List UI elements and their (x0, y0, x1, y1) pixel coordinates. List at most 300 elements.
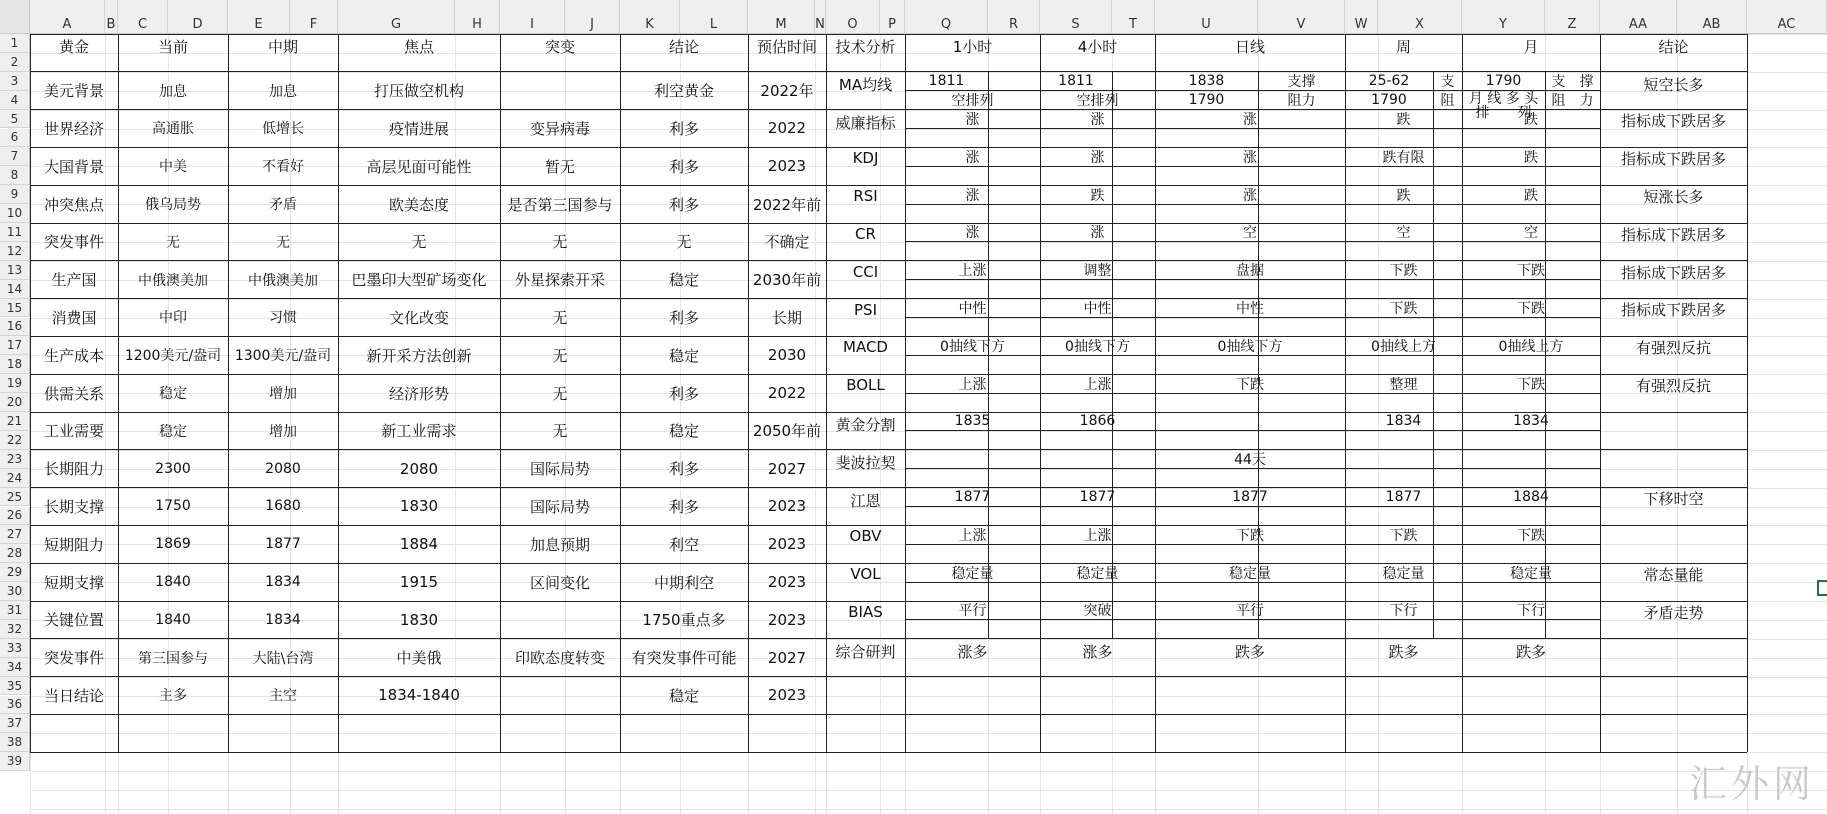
row-header[interactable]: 3 (0, 72, 30, 91)
ma-day-top-tag[interactable]: 支撑 (1287, 74, 1316, 91)
indicator-4h[interactable] (1040, 450, 1155, 469)
left-table-cell[interactable]: 加息 (269, 83, 297, 100)
row-header[interactable]: 37 (0, 714, 30, 733)
left-header-cell[interactable]: 结论 (668, 38, 699, 56)
left-table-cell[interactable]: 加息 (159, 83, 187, 100)
left-table-cell[interactable]: 1750重点多 (642, 611, 726, 630)
row-header[interactable]: 27 (0, 525, 30, 544)
indicator-4h[interactable]: 稳定量 (1076, 565, 1119, 582)
row-header[interactable]: 31 (0, 601, 30, 620)
left-table-cell[interactable]: 冲突焦点 (43, 195, 104, 214)
right-header-cell[interactable]: 周 (1395, 38, 1411, 56)
indicator-label[interactable]: 黄金分割 (835, 416, 896, 434)
ma-conclusion[interactable]: 短空长多 (1643, 75, 1704, 94)
row-header[interactable]: 30 (0, 582, 30, 601)
left-table-cell[interactable]: 不确定 (764, 233, 810, 252)
left-table-cell[interactable]: 第三国参与 (138, 650, 208, 667)
column-header[interactable]: A (30, 0, 105, 34)
row-header[interactable]: 11 (0, 223, 30, 242)
indicator-month[interactable]: 0抽线上方 (1498, 338, 1564, 355)
ma-month-bottom-tag[interactable]: 阻 力 (1551, 93, 1594, 110)
left-table-cell[interactable]: 增加 (269, 423, 297, 440)
indicator-1h[interactable]: 上涨 (958, 376, 987, 393)
left-header-cell[interactable]: 预估时间 (756, 38, 817, 56)
indicator-label[interactable]: 斐波拉契 (835, 453, 896, 472)
indicator-conclusion[interactable]: 指标成下跌居多 (1620, 150, 1726, 169)
indicator-day[interactable]: 下跌 (1236, 376, 1264, 393)
indicator-1h[interactable]: 涨 (965, 112, 980, 129)
left-header-cell[interactable]: 焦点 (403, 38, 434, 56)
indicator-conclusion[interactable]: 有强烈反抗 (1635, 339, 1711, 358)
left-table-cell[interactable]: 2080 (265, 460, 301, 477)
left-table-cell[interactable]: 1834 (265, 611, 301, 628)
left-table-cell[interactable]: 无 (552, 422, 568, 441)
summary-1h[interactable]: 涨多 (957, 642, 988, 661)
indicator-1h[interactable]: 稳定量 (951, 565, 994, 582)
left-table-cell[interactable]: 无 (166, 234, 180, 251)
left-table-cell[interactable]: 大国背景 (43, 157, 104, 176)
indicator-day[interactable]: 44天 (1234, 452, 1266, 469)
indicator-month[interactable]: 跌 (1524, 112, 1538, 129)
indicator-week[interactable]: 下跌 (1389, 263, 1418, 280)
ma-h1-top[interactable]: 1811 (928, 73, 965, 90)
left-table-cell[interactable]: 2300 (155, 460, 191, 477)
indicator-1h[interactable] (905, 450, 1040, 469)
left-header-cell[interactable]: 中期 (267, 38, 298, 56)
indicator-week[interactable]: 跌 (1396, 187, 1411, 204)
indicator-label[interactable]: RSI (853, 187, 878, 206)
indicator-conclusion[interactable]: 指标成下跌居多 (1620, 112, 1726, 131)
left-table-cell[interactable]: 生产成本 (43, 346, 104, 365)
left-table-cell[interactable]: 巴墨印大型矿场变化 (351, 271, 487, 290)
left-table-cell[interactable]: 矛盾 (269, 197, 297, 214)
left-table-cell[interactable]: 稳定 (668, 346, 699, 365)
indicator-month[interactable]: 跌 (1524, 187, 1538, 204)
indicator-month[interactable]: 下跌 (1517, 263, 1545, 280)
left-table-cell[interactable]: 2023 (767, 573, 807, 592)
left-table-cell[interactable]: 无 (676, 233, 692, 252)
row-header[interactable]: 35 (0, 677, 30, 696)
left-table-cell[interactable]: 1830 (399, 497, 439, 516)
left-table-cell[interactable]: 中期利空 (653, 573, 714, 592)
indicator-day[interactable]: 涨 (1243, 187, 1257, 204)
row-header[interactable]: 33 (0, 639, 30, 658)
left-table-cell[interactable]: 1884 (399, 535, 439, 554)
left-table-cell[interactable]: 利多 (668, 384, 699, 403)
row-header[interactable]: 7 (0, 147, 30, 166)
left-table-cell[interactable]: 稳定 (159, 386, 187, 403)
left-table-cell[interactable]: 稳定 (668, 686, 699, 705)
left-table-cell[interactable]: 2027 (767, 459, 807, 478)
left-table-cell[interactable]: 突发事件 (43, 233, 104, 252)
left-table-cell[interactable]: 世界经济 (43, 119, 104, 138)
left-table-cell[interactable]: 无 (552, 233, 568, 252)
indicator-month[interactable] (1462, 450, 1600, 469)
indicator-1h[interactable]: 0抽线下方 (940, 338, 1005, 355)
row-header[interactable]: 34 (0, 658, 30, 677)
left-table-cell[interactable]: 无 (552, 384, 568, 403)
ma-week-top-tag[interactable]: 支 (1440, 74, 1455, 91)
indicator-1h[interactable]: 上涨 (958, 263, 987, 280)
row-header[interactable]: 17 (0, 336, 30, 355)
column-header[interactable]: Z (1545, 0, 1600, 34)
right-header-cell[interactable]: 月 (1523, 38, 1539, 56)
left-table-cell[interactable]: 1830 (399, 610, 439, 629)
column-header[interactable]: S (1040, 0, 1112, 34)
left-table-cell[interactable] (500, 677, 620, 715)
left-table-cell[interactable]: 稳定 (668, 422, 699, 441)
right-header-cell[interactable]: 4小时 (1077, 38, 1118, 56)
indicator-4h[interactable]: 上涨 (1083, 527, 1112, 544)
left-table-cell[interactable]: 1869 (155, 536, 191, 553)
left-table-cell[interactable]: 新工业需求 (381, 422, 457, 441)
left-table-cell[interactable]: 1200美元/盎司 (124, 348, 222, 365)
left-table-cell[interactable]: 国际局势 (529, 460, 590, 479)
left-table-cell[interactable]: 高层见面可能性 (366, 157, 472, 176)
indicator-label[interactable]: BIAS (848, 603, 883, 621)
row-header[interactable]: 20 (0, 393, 30, 412)
right-header-cell[interactable]: 结论 (1658, 38, 1689, 56)
row-header[interactable]: 5 (0, 110, 30, 129)
indicator-week[interactable]: 跌有限 (1382, 149, 1425, 166)
summary-4h[interactable]: 涨多 (1082, 642, 1113, 661)
left-table-cell[interactable]: 国际局势 (529, 497, 590, 516)
row-header[interactable]: 25 (0, 488, 30, 507)
left-table-cell[interactable]: 2023 (767, 497, 807, 516)
indicator-week[interactable]: 空 (1396, 225, 1411, 242)
left-table-cell[interactable]: 利多 (668, 157, 699, 176)
indicator-conclusion[interactable]: 常态量能 (1643, 566, 1704, 585)
left-table-cell[interactable]: 区间变化 (529, 573, 590, 592)
column-header[interactable]: P (880, 0, 905, 34)
right-header-cell[interactable]: 技术分析 (835, 38, 896, 56)
row-header[interactable]: 19 (0, 374, 30, 393)
indicator-conclusion[interactable] (1600, 525, 1747, 548)
indicator-week[interactable]: 跌 (1396, 112, 1411, 129)
indicator-1h[interactable]: 1877 (954, 489, 991, 506)
right-header-cell[interactable]: 日线 (1234, 38, 1265, 56)
row-header[interactable]: 39 (0, 752, 30, 771)
left-table-cell[interactable]: 2022年前 (752, 195, 822, 214)
indicator-conclusion[interactable]: 有强烈反抗 (1635, 377, 1711, 396)
indicator-day[interactable]: 下跌 (1236, 527, 1264, 544)
left-table-cell[interactable]: 2027 (767, 648, 807, 667)
left-table-cell[interactable]: 利空 (668, 535, 699, 554)
left-table-cell[interactable]: 生产国 (51, 271, 97, 290)
indicator-label[interactable]: 威廉指标 (835, 113, 896, 132)
left-table-cell[interactable]: 2022 (767, 119, 807, 138)
left-table-cell[interactable]: 工业需要 (43, 422, 104, 441)
row-header[interactable]: 38 (0, 733, 30, 752)
indicator-4h[interactable]: 涨 (1090, 225, 1105, 242)
left-table-cell[interactable]: 有突发事件可能 (631, 649, 737, 668)
left-header-cell[interactable]: 突变 (544, 38, 575, 56)
indicator-4h[interactable]: 1866 (1079, 413, 1116, 430)
indicator-4h[interactable]: 跌 (1090, 187, 1105, 204)
indicator-week[interactable]: 整理 (1389, 376, 1418, 393)
row-header[interactable]: 10 (0, 204, 30, 223)
left-table-cell[interactable]: 欧美态度 (388, 195, 449, 214)
indicator-1h[interactable]: 1835 (954, 413, 991, 430)
indicator-1h[interactable]: 上涨 (958, 527, 987, 544)
left-table-cell[interactable]: 突发事件 (43, 649, 104, 668)
summary-label[interactable]: 综合研判 (835, 642, 896, 661)
indicator-month[interactable]: 空 (1524, 225, 1538, 242)
left-table-cell[interactable]: 2022 (767, 384, 807, 403)
indicator-label[interactable]: OBV (849, 527, 882, 546)
indicator-conclusion[interactable] (1600, 412, 1747, 435)
column-header[interactable]: K (620, 0, 680, 34)
indicator-label[interactable]: MACD (843, 338, 888, 357)
indicator-label[interactable]: KDJ (852, 149, 879, 168)
left-table-cell[interactable]: 主空 (269, 688, 297, 705)
column-header[interactable]: J (565, 0, 620, 34)
column-header[interactable]: D (168, 0, 228, 34)
indicator-label[interactable]: 江恩 (850, 491, 881, 510)
ma-month-top[interactable]: 1790 (1485, 73, 1522, 90)
column-header[interactable]: C (118, 0, 168, 34)
row-header[interactable]: 22 (0, 431, 30, 450)
row-header[interactable]: 12 (0, 242, 30, 261)
row-header[interactable]: 18 (0, 355, 30, 374)
indicator-label[interactable]: BOLL (846, 376, 885, 395)
ma-day-bottom-tag[interactable]: 阻力 (1287, 93, 1316, 110)
left-table-cell[interactable]: 习惯 (269, 310, 297, 327)
indicator-week[interactable]: 下跌 (1389, 301, 1418, 318)
column-header[interactable]: Y (1462, 0, 1545, 34)
indicator-week[interactable]: 下行 (1389, 603, 1418, 620)
column-header[interactable]: W (1345, 0, 1378, 34)
row-header[interactable]: 14 (0, 280, 30, 299)
left-table-cell[interactable]: 疫情进展 (388, 119, 449, 138)
indicator-day[interactable]: 涨 (1243, 149, 1257, 166)
left-table-cell[interactable]: 1834-1840 (378, 686, 460, 705)
column-header[interactable]: M (748, 0, 815, 34)
left-table-cell[interactable]: 主多 (159, 688, 187, 705)
column-header[interactable]: U (1155, 0, 1258, 34)
indicator-1h[interactable]: 中性 (958, 301, 987, 318)
left-table-cell[interactable]: 变异病毒 (529, 119, 590, 138)
indicator-day[interactable]: 盘据 (1236, 263, 1264, 280)
column-header[interactable]: AC (1747, 0, 1827, 34)
indicator-4h[interactable]: 涨 (1090, 112, 1105, 129)
left-table-cell[interactable]: 低增长 (262, 121, 304, 138)
left-table-cell[interactable]: 俄乌局势 (145, 197, 201, 214)
left-table-cell[interactable]: 长期阻力 (43, 460, 104, 479)
left-table-cell[interactable]: 新开采方法创新 (366, 346, 472, 365)
left-table-cell[interactable]: 关键位置 (43, 611, 104, 630)
row-header[interactable]: 6 (0, 129, 30, 148)
left-table-cell[interactable]: 2080 (399, 459, 439, 478)
left-table-cell[interactable]: 无 (552, 346, 568, 365)
indicator-month[interactable]: 下跌 (1517, 301, 1545, 318)
row-header[interactable]: 24 (0, 469, 30, 488)
left-table-cell[interactable]: 中俄澳美加 (248, 272, 318, 289)
ma-day-bottom[interactable]: 1790 (1188, 92, 1225, 109)
indicator-1h[interactable]: 涨 (965, 225, 980, 242)
ma-week-bottom-tag[interactable]: 阻 (1440, 93, 1455, 110)
row-header[interactable]: 29 (0, 563, 30, 582)
left-table-cell[interactable]: 中印 (159, 310, 187, 327)
column-header[interactable]: V (1258, 0, 1345, 34)
left-table-cell[interactable]: 文化改变 (388, 308, 449, 327)
left-table-cell[interactable]: 利多 (668, 308, 699, 327)
row-header[interactable]: 26 (0, 507, 30, 526)
row-header[interactable]: 8 (0, 166, 30, 185)
ma-h4-bottom[interactable]: 空排列 (1076, 93, 1119, 110)
column-header[interactable]: F (290, 0, 338, 34)
left-table-cell[interactable]: 长期 (771, 308, 802, 327)
indicator-conclusion[interactable]: 指标成下跌居多 (1620, 225, 1726, 244)
indicator-conclusion[interactable]: 短涨长多 (1643, 188, 1704, 207)
left-table-cell[interactable]: 2030年前 (752, 271, 822, 290)
indicator-week[interactable]: 稳定量 (1382, 565, 1425, 582)
left-table-cell[interactable] (500, 72, 620, 110)
left-table-cell[interactable]: 2023 (767, 535, 807, 554)
left-header-cell[interactable]: 当前 (157, 38, 188, 56)
column-header[interactable]: H (455, 0, 500, 34)
indicator-day[interactable]: 稳定量 (1229, 565, 1271, 582)
indicator-day[interactable]: 空 (1243, 225, 1257, 242)
column-header[interactable]: B (105, 0, 118, 34)
left-table-cell[interactable]: 高通胀 (152, 121, 194, 138)
left-table-cell[interactable]: 1750 (155, 498, 191, 515)
left-table-cell[interactable]: 1840 (155, 574, 191, 591)
ma-month-top-tag[interactable]: 支 撑 (1551, 74, 1594, 91)
summary-week[interactable]: 跌多 (1388, 642, 1419, 661)
row-header[interactable]: 13 (0, 261, 30, 280)
left-table-cell[interactable]: 长期支撑 (43, 497, 104, 516)
indicator-4h[interactable]: 中性 (1083, 301, 1112, 318)
left-table-cell[interactable]: 增加 (269, 386, 297, 403)
left-table-cell[interactable] (500, 601, 620, 639)
indicator-1h[interactable]: 涨 (965, 149, 980, 166)
left-table-cell[interactable]: 2023 (767, 610, 807, 629)
left-table-cell[interactable]: 消费国 (51, 308, 97, 327)
left-table-cell[interactable]: 1840 (155, 611, 191, 628)
left-table-cell[interactable]: 大陆\台湾 (252, 650, 314, 667)
left-table-cell[interactable]: 1915 (399, 573, 439, 592)
indicator-week[interactable]: 1834 (1385, 413, 1422, 430)
indicator-1h[interactable]: 平行 (958, 603, 987, 620)
column-header[interactable]: O (826, 0, 880, 34)
row-header[interactable]: 1 (0, 34, 30, 53)
left-table-cell[interactable]: 无 (552, 308, 568, 327)
indicator-4h[interactable]: 上涨 (1083, 376, 1112, 393)
left-table-cell[interactable]: 利多 (668, 460, 699, 479)
left-table-cell[interactable]: 是否第三国参与 (507, 195, 613, 214)
indicator-day[interactable]: 平行 (1236, 603, 1264, 620)
indicator-4h[interactable]: 1877 (1079, 489, 1116, 506)
column-header[interactable]: N (815, 0, 826, 34)
left-table-cell[interactable]: 打压做空机构 (373, 82, 464, 101)
indicator-conclusion[interactable]: 指标成下跌居多 (1620, 301, 1726, 320)
select-all-corner[interactable] (0, 0, 30, 34)
indicator-label[interactable]: CCI (852, 262, 879, 281)
left-table-cell[interactable]: 稳定 (668, 271, 699, 290)
left-table-cell[interactable]: 经济形势 (388, 384, 449, 403)
row-header[interactable]: 23 (0, 450, 30, 469)
left-table-cell[interactable]: 1877 (265, 536, 301, 553)
ma-week-top[interactable]: 25-62 (1368, 73, 1410, 90)
left-table-cell[interactable]: 1300美元/盎司 (234, 348, 332, 365)
row-header[interactable]: 16 (0, 318, 30, 337)
left-table-cell[interactable]: 中美俄 (396, 649, 442, 668)
indicator-month[interactable]: 下跌 (1517, 376, 1545, 393)
indicator-1h[interactable]: 涨 (965, 187, 980, 204)
indicator-4h[interactable]: 突破 (1083, 603, 1112, 620)
left-table-cell[interactable]: 外星探索开采 (514, 271, 605, 290)
left-table-cell[interactable]: 利多 (668, 195, 699, 214)
indicator-month[interactable]: 下跌 (1517, 527, 1545, 544)
column-header[interactable]: AB (1677, 0, 1747, 34)
ma-week-bottom[interactable]: 1790 (1371, 92, 1407, 109)
left-table-cell[interactable]: 利多 (668, 119, 699, 138)
left-table-cell[interactable]: 无 (276, 234, 290, 251)
left-table-cell[interactable]: 2023 (767, 686, 807, 705)
indicator-day[interactable] (1155, 412, 1345, 431)
left-table-cell[interactable]: 1680 (265, 498, 301, 515)
row-header[interactable]: 15 (0, 299, 30, 318)
left-table-cell[interactable]: 2050年前 (752, 422, 822, 441)
column-header[interactable]: G (338, 0, 455, 34)
indicator-label[interactable]: CR (855, 225, 876, 243)
row-header[interactable]: 4 (0, 91, 30, 110)
column-header[interactable]: T (1112, 0, 1155, 34)
indicator-day[interactable]: 1877 (1232, 489, 1268, 506)
left-table-cell[interactable]: 无 (411, 233, 427, 252)
left-table-cell[interactable]: 利多 (668, 497, 699, 516)
indicator-day[interactable]: 0抽线下方 (1217, 338, 1283, 355)
left-header-cell[interactable]: 黄金 (58, 38, 89, 56)
ma-h1-bottom[interactable]: 空排列 (951, 93, 994, 110)
row-header[interactable]: 32 (0, 620, 30, 639)
column-header[interactable]: Q (905, 0, 988, 34)
indicator-conclusion[interactable]: 矛盾走势 (1643, 603, 1704, 622)
left-table-cell[interactable]: 2030 (767, 346, 807, 365)
ma-month-bottom-1[interactable]: 月 线 多 头 (1468, 90, 1539, 105)
left-table-cell[interactable]: 短期支撑 (43, 573, 104, 592)
column-header[interactable]: I (500, 0, 565, 34)
row-header[interactable]: 2 (0, 53, 30, 72)
left-table-cell[interactable]: 暂无 (544, 157, 575, 176)
indicator-4h[interactable]: 0抽线下方 (1065, 338, 1130, 355)
indicator-label[interactable]: VOL (850, 565, 881, 584)
column-header[interactable]: AA (1600, 0, 1677, 34)
column-header[interactable]: E (228, 0, 290, 34)
indicator-month[interactable]: 稳定量 (1510, 565, 1552, 582)
column-header[interactable]: L (680, 0, 748, 34)
ma-month-bottom-2[interactable]: 排 列 (1475, 104, 1532, 120)
indicator-4h[interactable]: 涨 (1090, 149, 1105, 166)
indicator-week[interactable]: 0抽线上方 (1371, 338, 1436, 355)
indicator-label[interactable]: PSI (854, 300, 877, 319)
indicator-week[interactable] (1345, 450, 1462, 469)
row-header[interactable]: 36 (0, 696, 30, 715)
indicator-week[interactable]: 下跌 (1389, 527, 1418, 544)
left-table-cell[interactable]: 中俄澳美加 (138, 272, 208, 289)
column-header[interactable]: R (988, 0, 1040, 34)
row-header[interactable]: 21 (0, 412, 30, 431)
left-table-cell[interactable]: 美元背景 (43, 82, 104, 101)
left-table-cell[interactable]: 1834 (265, 574, 301, 591)
indicator-month[interactable]: 1884 (1513, 489, 1549, 506)
left-table-cell[interactable]: 供需关系 (43, 384, 104, 403)
left-table-cell[interactable]: 利空黄金 (653, 82, 714, 101)
left-table-cell[interactable]: 加息预期 (529, 535, 590, 554)
left-table-cell[interactable]: 不看好 (262, 159, 304, 176)
indicator-month[interactable]: 下行 (1517, 603, 1545, 620)
